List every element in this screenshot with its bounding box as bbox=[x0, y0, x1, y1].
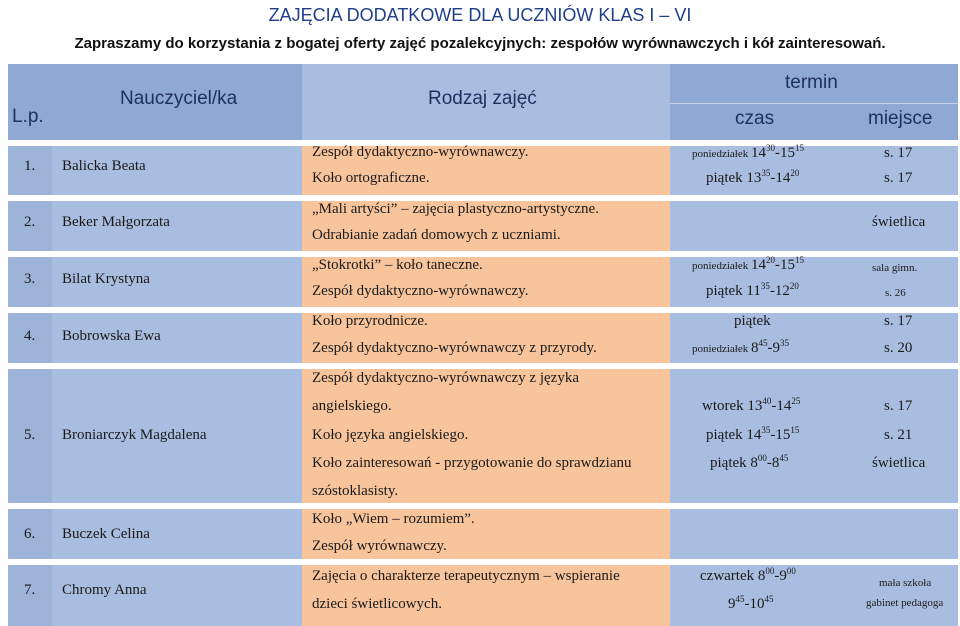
time-prefix: poniedziałek bbox=[692, 343, 751, 355]
time-start-min: 20 bbox=[765, 255, 775, 265]
activity-text: Koło przyrodnicze. bbox=[312, 313, 428, 329]
time-start-min: 35 bbox=[761, 425, 771, 435]
header-place: miejsce bbox=[868, 108, 933, 129]
header-teacher: Nauczyciel/ka bbox=[120, 88, 238, 109]
activity-text: Zespół dydaktyczno-wyrównawczy z języka bbox=[312, 370, 579, 386]
time-end-min: 25 bbox=[791, 396, 801, 406]
activity-text: Zajęcia o charakterze terapeutycznym – wspieranie bbox=[312, 568, 620, 584]
place-text: s. 20 bbox=[884, 340, 913, 356]
place-text: sala gimn. bbox=[872, 262, 918, 274]
teacher-name: Balicka Beata bbox=[62, 158, 146, 174]
activity-text: Zespół dydaktyczno-wyrównawczy. bbox=[312, 144, 529, 160]
activity-text: Zespół dydaktyczno-wyrównawczy. bbox=[312, 283, 529, 299]
time-start: 13 bbox=[747, 398, 763, 414]
time-slot bbox=[706, 170, 799, 187]
time-start-min: 45 bbox=[758, 338, 768, 348]
activity-text: angielskiego. bbox=[312, 398, 392, 414]
time-end-min: 00 bbox=[786, 566, 796, 576]
time-prefix: piątek bbox=[706, 427, 747, 443]
activity-text: szóstoklasisty. bbox=[312, 483, 399, 499]
row-separator bbox=[8, 503, 958, 509]
time-slot bbox=[692, 340, 789, 357]
time-slot bbox=[700, 568, 796, 585]
time-start-min: 30 bbox=[765, 143, 775, 153]
activity-text: Zespół dydaktyczno-wyrównawczy z przyrody. bbox=[312, 340, 597, 356]
time-slot bbox=[728, 596, 774, 613]
time-end: -15 bbox=[770, 427, 791, 443]
teacher-name: Chromy Anna bbox=[62, 582, 147, 598]
time-start-min: 35 bbox=[761, 168, 771, 178]
row-separator bbox=[8, 559, 958, 565]
time-end-min: 35 bbox=[779, 338, 789, 348]
time-slot bbox=[706, 427, 799, 444]
activity-text: Koło języka angielskiego. bbox=[312, 427, 469, 443]
time-end: -8 bbox=[766, 455, 780, 471]
teacher-name: Bobrowska Ewa bbox=[62, 328, 161, 344]
row-number: 6. bbox=[24, 526, 36, 542]
time-slot bbox=[706, 283, 799, 300]
row-number: 1. bbox=[24, 158, 36, 174]
header-lp: L.p. bbox=[12, 106, 44, 127]
place-text: s. 17 bbox=[884, 170, 913, 186]
time-prefix: poniedziałek bbox=[692, 148, 751, 160]
activity-text: Koło zainteresowań - przygotowanie do sprawdzianu bbox=[312, 455, 632, 471]
time-end-min: 20 bbox=[790, 168, 800, 178]
place-text: s. 17 bbox=[884, 398, 913, 414]
activity-text: Koło „Wiem – rozumiem”. bbox=[312, 511, 475, 527]
time-start-min: 35 bbox=[760, 281, 770, 291]
time-prefix: piątek bbox=[706, 283, 747, 299]
header-term: termin bbox=[785, 72, 838, 93]
place-text: s. 17 bbox=[884, 313, 913, 329]
time-end-min: 20 bbox=[789, 281, 799, 291]
activity-text: Zespół wyrównawczy. bbox=[312, 538, 447, 554]
page-subtitle: Zapraszamy do korzystania z bogatej oferty zajęć pozalekcyjnych: zespołów wyrównawczych i kół zainteresowań. bbox=[74, 35, 886, 52]
time-end: -14 bbox=[771, 398, 792, 414]
time-end: -10 bbox=[744, 596, 765, 612]
place-text: świetlica bbox=[872, 214, 926, 230]
row-number: 5. bbox=[24, 427, 36, 443]
row-separator bbox=[8, 307, 958, 313]
row-number: 7. bbox=[24, 582, 36, 598]
time-slot bbox=[702, 398, 800, 415]
header-divider bbox=[670, 103, 958, 104]
time-prefix: czwartek bbox=[700, 568, 758, 584]
time-start: 8 bbox=[750, 340, 759, 356]
time-end: -15 bbox=[774, 145, 795, 161]
time-start-min: 45 bbox=[735, 594, 745, 604]
time-start-min: 00 bbox=[757, 453, 767, 463]
time-end: -9 bbox=[774, 568, 787, 584]
place-text: s. 17 bbox=[884, 145, 913, 161]
row-number: 4. bbox=[24, 328, 36, 344]
teacher-name: Broniarczyk Magdalena bbox=[62, 427, 207, 443]
teacher-name: Buczek Celina bbox=[62, 526, 150, 542]
place-text: świetlica bbox=[872, 455, 926, 471]
activity-text: „Mali artyści” – zajęcia plastyczno-artystyczne. bbox=[312, 201, 599, 217]
time-prefix: wtorek bbox=[702, 398, 748, 414]
time-prefix: poniedziałek bbox=[692, 260, 751, 272]
time-end-min: 15 bbox=[794, 255, 804, 265]
time-slot: piątek bbox=[734, 313, 771, 329]
header-type: Rodzaj zajęć bbox=[428, 88, 537, 109]
time-start-min: 40 bbox=[762, 396, 772, 406]
activity-text: Odrabianie zadań domowych z uczniami. bbox=[312, 227, 561, 243]
teacher-name: Bilat Krystyna bbox=[62, 271, 150, 287]
time-prefix: piątek bbox=[706, 170, 747, 186]
place-text: s. 26 bbox=[885, 287, 906, 299]
row-number: 3. bbox=[24, 271, 36, 287]
time-prefix: piątek bbox=[710, 455, 751, 471]
time-end-min: 45 bbox=[764, 594, 774, 604]
time-slot bbox=[692, 145, 804, 162]
time-start: 14 bbox=[750, 145, 766, 161]
place-text: s. 21 bbox=[884, 427, 913, 443]
place-text: gabinet pedagoga bbox=[866, 597, 944, 609]
time-start: 9 bbox=[728, 596, 736, 612]
time-slot bbox=[692, 257, 804, 274]
time-end: -12 bbox=[769, 283, 790, 299]
activity-text: Koło ortograficzne. bbox=[312, 170, 430, 186]
activity-text: dzieci świetlicowych. bbox=[312, 596, 442, 612]
header-time: czas bbox=[735, 108, 775, 129]
time-end: -9 bbox=[767, 340, 780, 356]
time-end-min: 15 bbox=[790, 425, 800, 435]
time-start-min: 00 bbox=[765, 566, 775, 576]
time-slot bbox=[710, 455, 788, 472]
time-start: 8 bbox=[750, 455, 758, 471]
time-end: -14 bbox=[770, 170, 791, 186]
row-number: 2. bbox=[24, 214, 36, 230]
teacher-name: Beker Małgorzata bbox=[62, 214, 170, 230]
time-start: 14 bbox=[746, 427, 762, 443]
place-text: mała szkoła bbox=[879, 577, 932, 589]
time-end-min: 45 bbox=[779, 453, 789, 463]
time-start: 14 bbox=[750, 257, 766, 273]
page-title: ZAJĘCIA DODATKOWE DLA UCZNIÓW KLAS I – VI bbox=[268, 5, 692, 25]
time-start: 11 bbox=[746, 283, 761, 299]
time-end-min: 15 bbox=[794, 143, 804, 153]
time-start: 13 bbox=[746, 170, 762, 186]
row-separator bbox=[8, 363, 958, 369]
row-separator bbox=[8, 251, 958, 257]
time-start: 8 bbox=[757, 568, 766, 584]
time-end: -15 bbox=[774, 257, 795, 273]
activity-text: „Stokrotki” – koło taneczne. bbox=[312, 257, 483, 273]
